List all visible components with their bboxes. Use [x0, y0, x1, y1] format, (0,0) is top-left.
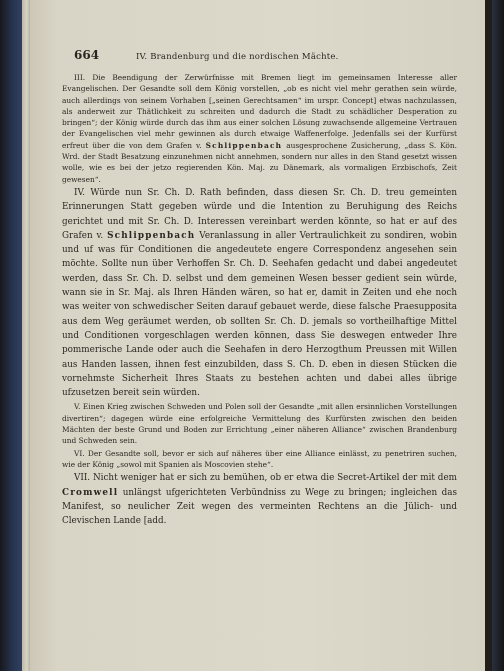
page-number: 664: [74, 48, 100, 62]
book-cover-right: [492, 0, 504, 671]
spaced-name: Cromwell: [62, 487, 119, 498]
text-segment: IV. Würde nun Sr. Ch. D. Rath befinden, dass diesen Sr. Ch. D. treu gemeinten Erinnerungen Statt gegeben würde und die Intention zu Beruhigung des Reichs gerichtet und mit Sr. Ch. D. Interessen vereinbart werden könnte, so hat er auf des Grafen v.: [62, 187, 457, 241]
text-segment: ausgesprochene Zusicherung, „dass S. Kön. Wrd. der Stadt Besatzung einzunehmen nicht annehmen, sondern nur alles in den Stand gesetzt wissen wolle, wie es bei der jetzo regierenden Kön. Maj. zu Dänemark, als vormaligen Erzbischofs, Zeit gewesen“.: [62, 140, 457, 184]
running-title: IV. Brandenburg und die nordischen Mächte.: [136, 52, 339, 62]
page-header: [62, 48, 457, 62]
paragraph: [62, 448, 457, 471]
text-segment: VI. Der Gesandte soll, bevor er sich auf näheres über eine Alliance einlässt, zu penetriren suchen, wie der König „sowol mit Spanien als Moscovien stehe“.: [62, 448, 457, 469]
body-text: [62, 72, 457, 528]
text-segment: Veranlassung in aller Vertraulichkeit zu sondiren, wobin und uf was für Conditionen die angedeutete engere Correspondenz angesehen sein möchte. Sollte nun über Verhoffen Sr. Ch. D. Seehafen gedacht und dabei angedeutet werden, dass Sr. Ch. D. selbst und dem gemeinen Wesen besser gedient sein würde, wann sie in Sr. Maj. als Ihren Händen wären, so hat er, damit in Zeiten und ehe noch was weiter von schwedischer Seiten darauf gebauet werde, diese falsche Praesupposita aus dem Weg geräumet werden, ob sollten Sr. Ch. D. jemals so vortheilhaftige Mittel und Conditionen vorgeschlagen werden können, dass Sie deswegen entweder Ihre pommerische Lande oder auch die Seehafen in dero Herzogthum Preussen mit Willen aus Handen lassen, ihnen fest einzubilden, dass S. Ch. D. eben in diesen Stücken die vornehmste Sicherheit Ihres Staats zu bestehen achten und dabei alles übrige ufzusetzen bereit sein würden.: [62, 230, 457, 399]
book-cover-left: [0, 0, 22, 671]
paragraph: [62, 72, 457, 185]
page-edge: [22, 0, 30, 671]
paragraph: [62, 401, 457, 446]
text-segment: V. Einen Krieg zwischen Schweden und Polen soll der Gesandte „mit allen ersinnlichen Vorstellungen divertiren“; dagegen würde eine erfolgreiche Vermittelung des Kurfürsten zwischen den beiden Mächten der beste Grund und Boden zur Errichtung „einer näheren Alliance“ zwischen Brandenburg und Schweden sein.: [62, 402, 457, 446]
paragraph: [62, 186, 457, 400]
paragraph: [62, 471, 457, 528]
text-segment: VII. Nicht weniger hat er sich zu bemühen, ob er etwa die Secret-Artikel der mit dem: [74, 473, 457, 484]
book-page: [30, 0, 485, 671]
text-segment: unlängst ufgerichteten Verbündniss zu Wege zu bringen; ingleichen das Manifest, so neulicher Zeit wegen des vermeinten Rechtens an die Jülich- und Clevischen Lande [add.: [62, 487, 457, 527]
text-segment: III. Die Beendigung der Zerwürfnisse mit Bremen liegt im gemeinsamen Interesse aller Evangelischen. Der Gesandte soll dem König vorstellen, „ob es nicht viel mehr gerathen sein würde, auch allerdings von seinem Vorhaben [„seinen Gerechtsamen“ im urspr. Concept] etwas nachzulassen, als anderweit zur Thätlichkeit zu schreiten und dadurch die Stadt zu schädlicher Desperation zu bringen“; der König würde durch das ihm aus einer solchen Lösung zuwachsende allgemeine Vertrauen der Evangelischen viel mehr gewinnen als durch etwaige Waffenerfolge. Jedenfalls sei der Kurfürst erfreut über die von dem Grafen v.: [62, 73, 457, 150]
spaced-name: Schlippenbach: [107, 230, 196, 241]
spaced-name: Schlippenbach: [205, 140, 283, 150]
